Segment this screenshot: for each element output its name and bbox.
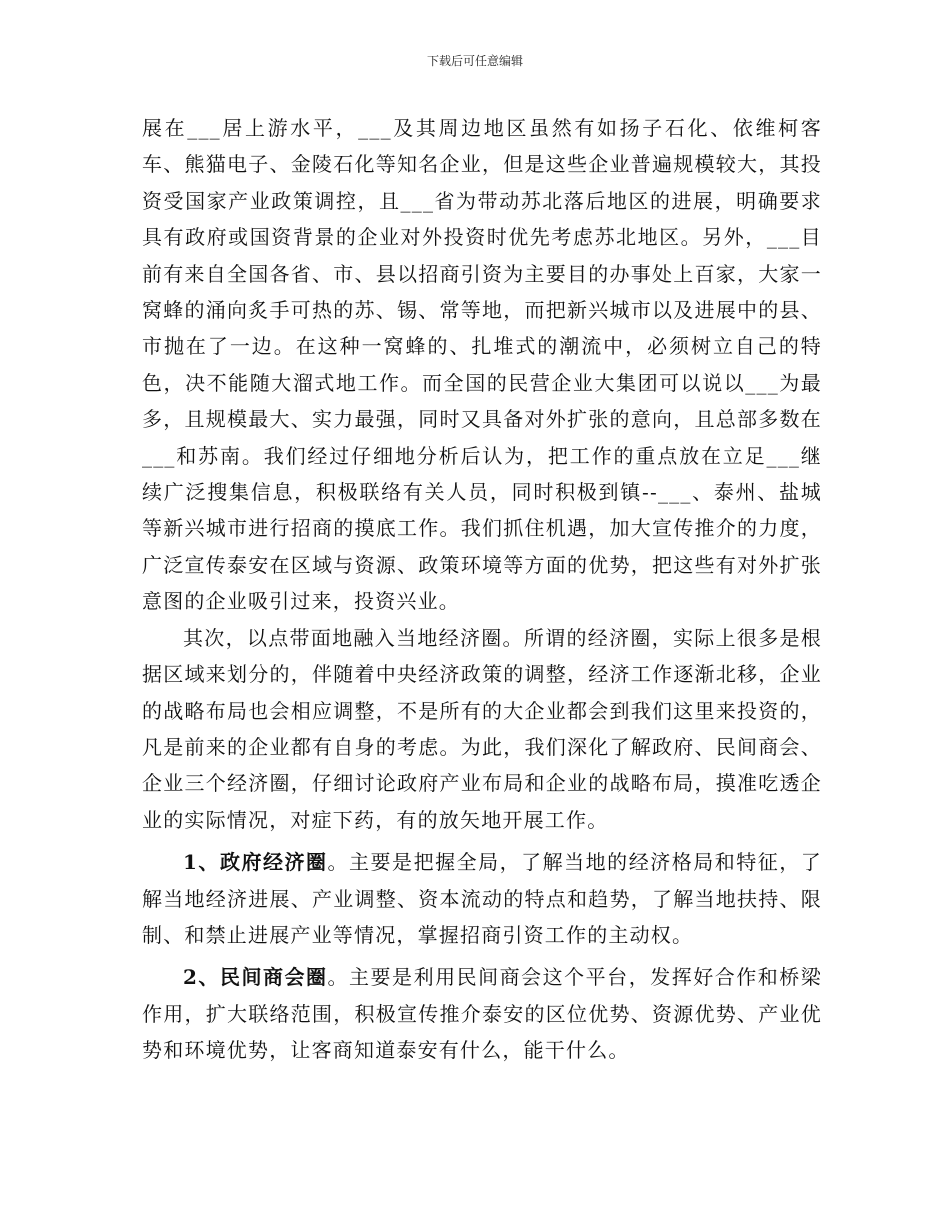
list-item-title: 2、民间商会圈 <box>183 965 328 990</box>
list-item-text: 。主要是利用民间商会这个平台，发挥好合作和桥梁作用，扩大联络范围，积极宣传推介泰安的区位优势、资源优势、产业优势和环境优势，让客商知道泰安有什么，能干什么。 <box>142 965 822 1063</box>
paragraph-investment-strategy: 展在___居上游水平，___及其周边地区虽然有如扬子石化、依维柯客车、熊猫电子、金陵石化等知名企业，但是这些企业普遍规模较大，其投资受国家产业政策调控，且___省为带动苏北落后地区的进展，明确要求具有政府或国资背景的企业对外投资时优先考虑苏北地区。另外，___目前有来自全国各省、市、县以招商引资为主要目的办事处上百家，大家一窝蜂的涌向炙手可热的苏、锡、常等地，而把新兴城市以及进展中的县、市抛在了一边。在这种一窝蜂的、扎堆式的潮流中，必须树立自己的特色，决不能随大溜式地工作。而全国的民营企业大集团可以说以___为最多，且规模最大、实力最强，同时又具备对外扩张的意向，且总部多数在___和苏南。我们经过仔细地分析后认为，把工作的重点放在立足___继续广泛搜集信息，积极联络有关人员，同时积极到镇--___、泰州、盐城等新兴城市进行招商的摸底工作。我们抓住机遇，加大宣传推介的力度，广泛宣传泰安在区域与资源、政策环境等方面的优势，把这些有对外扩张意图的企业吸引过来，投资兴业。 <box>142 116 822 614</box>
list-item-text: 。主要是把握全局，了解当地的经济格局和特征，了解当地经济进展、产业调整、资本流动的特点和趋势，了解当地扶持、限制、和禁止进展产业等情况，掌握招商引资工作的主动权。 <box>142 850 822 947</box>
list-item-government-circle <box>142 844 822 953</box>
list-item-chamber-circle <box>142 959 822 1068</box>
document-body <box>142 110 822 1069</box>
list-item-title: 1、政府经济圈 <box>183 850 328 875</box>
paragraph-economic-circles: 其次，以点带面地融入当地经济圈。所谓的经济圈，实际上很多是根据区域来划分的，伴随着中央经济政策的调整，经济工作逐渐北移，企业的战略布局也会相应调整，不是所有的大企业都会到我们这里来投资的，凡是前来的企业都有自身的考虑。为此，我们深化了解政府、民间商会、企业三个经济圈，仔细讨论政府产业布局和企业的战略布局，摸准吃透企业的实际情况，对症下药，有的放矢地开展工作。 <box>142 625 822 832</box>
page-header-note: 下载后可任意编辑 <box>426 54 523 68</box>
